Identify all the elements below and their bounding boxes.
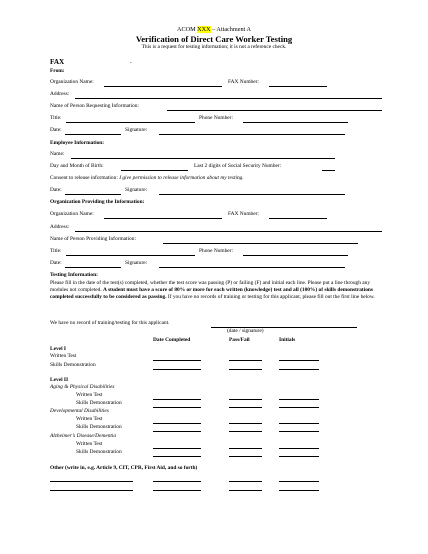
developmental-skills-date-field[interactable]	[153, 431, 201, 432]
employee-signature-label: Signature:	[125, 187, 148, 193]
employee-ssn-label: Last 2 digits of Social Security Number:	[194, 163, 282, 169]
level1-written-pass-field[interactable]	[229, 360, 262, 361]
aging-skills-pass-field[interactable]	[229, 407, 262, 408]
aging-skills-initials-field[interactable]	[279, 407, 319, 408]
from-signature-label: Signature:	[125, 127, 148, 133]
providing-title-field[interactable]	[66, 255, 195, 256]
testing-instructions-bold: A student must have a score of 80% or more for each written (knowledge) test and all (100%) of skills demonstrations completed successfully to be considered as passing.	[50, 286, 374, 300]
form-code-line	[0, 27, 428, 33]
aging-written-date-field[interactable]	[153, 399, 201, 400]
providing-date-label: Date:	[50, 260, 62, 266]
from-title-field[interactable]	[66, 122, 195, 123]
alzheimers-skills-label: Skills Demonstration	[76, 449, 122, 455]
from-phone-label: Phone Number:	[199, 115, 233, 121]
providing-signature-field[interactable]	[159, 267, 345, 268]
employee-dob-field[interactable]	[121, 170, 188, 171]
aging-written-label: Written Test	[76, 392, 103, 398]
form-code-prefix: ACOM	[177, 26, 196, 33]
from-label: From:	[50, 68, 65, 74]
other-heading: Other (write in, e.g. Article 9, CIT, CPR, First Aid, and so forth)	[50, 465, 198, 471]
col-pass-fail: Pass/Fail	[229, 337, 250, 343]
from-fax-number-label: FAX Number:	[228, 79, 259, 85]
form-code-highlight: XXX	[197, 26, 211, 33]
providing-org-name-field[interactable]	[104, 218, 222, 219]
providing-address-field[interactable]	[75, 231, 382, 232]
aging-skills-date-field[interactable]	[153, 407, 201, 408]
from-date-field[interactable]	[65, 134, 121, 135]
level2-heading: Level II	[50, 377, 69, 383]
form-title: Verification of Direct Care Worker Testing	[135, 34, 293, 44]
alzheimers-written-label: Written Test	[76, 441, 103, 447]
alzheimers-written-date-field[interactable]	[153, 448, 201, 449]
alzheimers-heading: Alzheimer’s Disease/Dementia	[50, 433, 117, 439]
employee-ssn-field[interactable]	[322, 170, 335, 171]
providing-address-label: Address:	[50, 224, 70, 230]
other-2-name-field[interactable]	[50, 490, 133, 491]
other-2-date-field[interactable]	[153, 490, 201, 491]
alzheimers-skills-initials-field[interactable]	[279, 456, 319, 457]
form-subtitle: This is a request for testing information; it is not a reference check.	[141, 44, 287, 50]
developmental-written-initials-field[interactable]	[279, 423, 319, 424]
employee-heading: Employee Information:	[50, 140, 105, 146]
developmental-written-label: Written Test	[76, 416, 103, 422]
providing-date-field[interactable]	[65, 267, 121, 268]
testing-heading: Testing Information:	[50, 272, 98, 278]
alzheimers-skills-pass-field[interactable]	[229, 456, 262, 457]
testing-instructions-part2: If you have no records of training or testing for this applicant, please fill out the first line below.	[166, 293, 375, 300]
employee-signature-field[interactable]	[159, 194, 345, 195]
other-1-date-field[interactable]	[153, 481, 201, 482]
aging-written-initials-field[interactable]	[279, 399, 319, 400]
aging-heading: Aging & Physical Disabilities	[50, 384, 115, 390]
from-org-name-field[interactable]	[104, 86, 222, 87]
consent-label: Consent to release information:	[50, 175, 118, 181]
level1-skills-initials-field[interactable]	[279, 369, 319, 370]
fax-dot: .	[130, 57, 132, 65]
providing-phone-field[interactable]	[243, 255, 348, 256]
developmental-skills-pass-field[interactable]	[229, 431, 262, 432]
providing-title-label: Title:	[50, 248, 62, 254]
employee-name-field[interactable]	[71, 158, 335, 159]
aging-skills-label: Skills Demonstration	[76, 400, 122, 406]
col-initials: Initials	[279, 337, 296, 343]
developmental-written-date-field[interactable]	[153, 423, 201, 424]
date-signature-caption: (date / signature)	[227, 328, 264, 334]
providing-fax-number-field[interactable]	[269, 218, 327, 219]
employee-name-label: Name:	[50, 151, 65, 157]
from-org-name-label: Organization Name:	[50, 79, 94, 85]
from-signature-field[interactable]	[159, 134, 345, 135]
from-date-label: Date:	[50, 127, 62, 133]
no-record-label: We have no record of training/testing for this applicant.	[50, 320, 170, 326]
providing-org-name-label: Organization Name:	[50, 211, 94, 217]
developmental-skills-initials-field[interactable]	[279, 431, 319, 432]
from-person-label: Name of Person Requesting Information:	[50, 103, 139, 109]
fax-label: FAX	[50, 58, 65, 66]
providing-person-label: Name of Person Providing Information:	[50, 236, 136, 242]
from-title-label: Title:	[50, 115, 62, 121]
testing-instructions	[50, 280, 382, 300]
providing-signature-label: Signature:	[125, 260, 148, 266]
other-2-initials-field[interactable]	[279, 490, 319, 491]
other-1-initials-field[interactable]	[279, 481, 319, 482]
level1-heading: Level I	[50, 346, 67, 352]
alzheimers-skills-date-field[interactable]	[153, 456, 201, 457]
alzheimers-written-initials-field[interactable]	[279, 448, 319, 449]
from-phone-field[interactable]	[243, 122, 348, 123]
employee-dob-label: Day and Month of Birth:	[50, 163, 104, 169]
other-1-pass-field[interactable]	[229, 481, 262, 482]
level1-written-initials-field[interactable]	[279, 360, 319, 361]
level1-written-date-field[interactable]	[153, 360, 201, 361]
providing-phone-label: Phone Number:	[199, 248, 233, 254]
other-2-pass-field[interactable]	[229, 490, 262, 491]
testing-instructions-part1: Please fill in the date of the test(s) completed, whether the test score was passing (P) or failing (F) and initial each line. Please put a line through any modules not completed.	[50, 280, 371, 293]
from-fax-number-field[interactable]	[269, 86, 327, 87]
alzheimers-written-pass-field[interactable]	[229, 448, 262, 449]
level1-written-label: Written Test	[50, 353, 77, 359]
from-address-label: Address:	[50, 91, 70, 97]
developmental-written-pass-field[interactable]	[229, 423, 262, 424]
level1-skills-label: Skills Demonstration	[50, 362, 96, 368]
level1-skills-date-field[interactable]	[153, 369, 201, 370]
employee-date-label: Date:	[50, 187, 62, 193]
from-person-field[interactable]	[167, 110, 382, 111]
developmental-heading: Developmental Disabilities	[50, 408, 109, 414]
level1-skills-pass-field[interactable]	[229, 369, 262, 370]
developmental-skills-label: Skills Demonstration	[76, 424, 122, 430]
consent-line	[50, 176, 244, 181]
form-code-suffix: – Attachment A	[210, 26, 251, 33]
other-1-name-field[interactable]	[50, 481, 133, 482]
employee-date-field[interactable]	[65, 194, 121, 195]
providing-heading: Organization Providing the Information:	[50, 199, 145, 205]
from-address-field[interactable]	[75, 98, 382, 99]
aging-written-pass-field[interactable]	[229, 399, 262, 400]
col-date-completed: Date Completed	[153, 337, 191, 343]
providing-person-field[interactable]	[163, 243, 358, 244]
consent-text: I give permission to release information about my testing.	[119, 175, 244, 181]
providing-fax-number-label: FAX Number:	[228, 211, 259, 217]
